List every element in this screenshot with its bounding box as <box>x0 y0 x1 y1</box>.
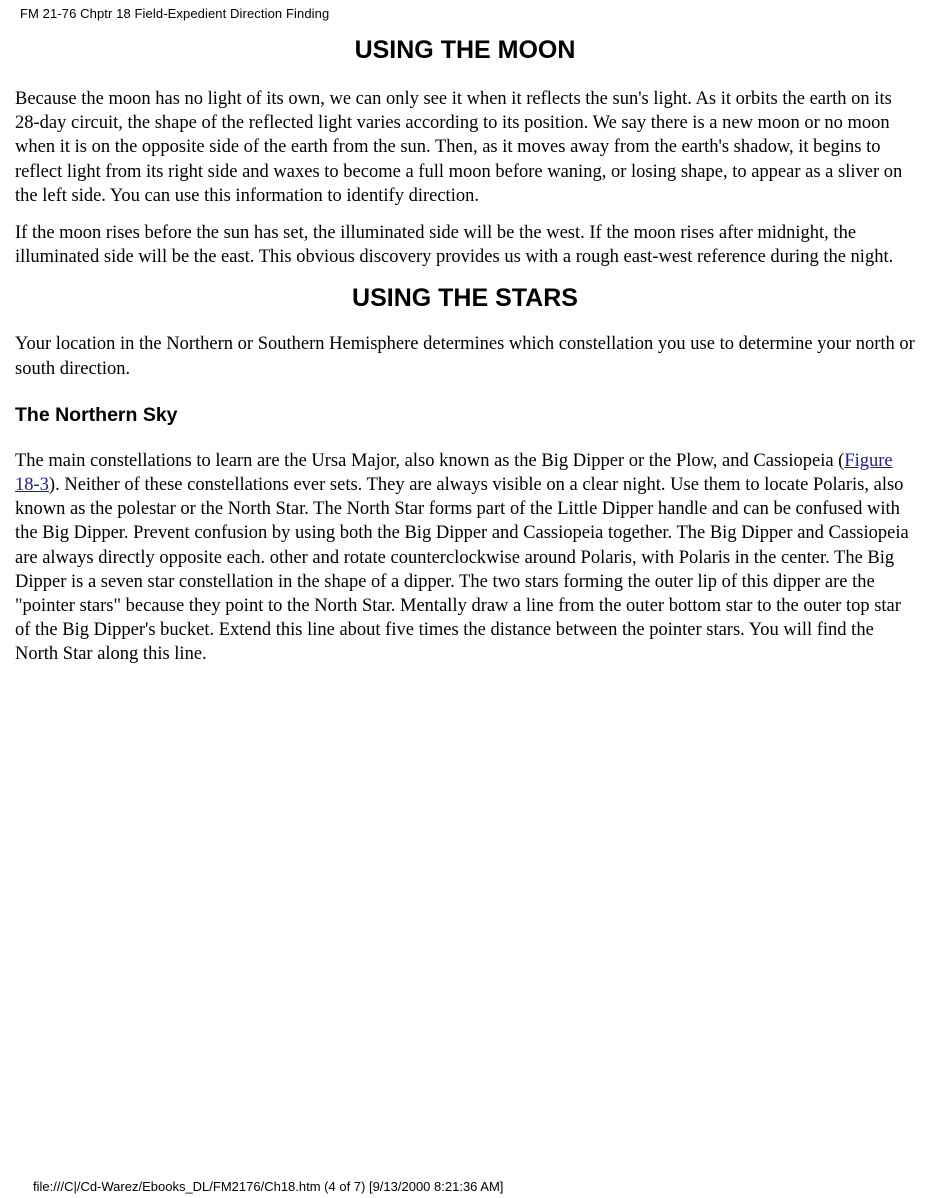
northern-sky-paragraph <box>15 449 915 667</box>
figure-18-3-link[interactable]: Figure 18-3 <box>15 450 893 496</box>
heading-northern-sky: The Northern Sky <box>15 403 178 426</box>
heading-using-the-moon: USING THE MOON <box>354 36 576 64</box>
moon-paragraph-1: Because the moon has no light of its own, we can only see it when it reflects the sun's light. As it orbits the earth on its 28-day circuit, the shape of the reflected light varies according to its position. We say there is a new moon or no moon when it is on the opposite side of the earth from the sun. Then, as it moves away from the earth's shadow, it begins to reflect light from its right side and waxes to become a full moon before waning, or losing shape, to appear as a sliver on the left side. You can use this information to identify direction. <box>15 89 903 206</box>
northern-sky-text-after-link: ). Neither of these constellations ever sets. They are always visible on a clear night. Use them to locate Polaris, also known as the polestar or the North Star. The North Star forms part of the Little Dipper handle and can be confused with the Big Dipper. Prevent confusion by using both the Big Dipper and Cassiopeia together. The Big Dipper and Cassiopeia are always directly opposite each. other and rotate counterclockwise around Polaris, with Polaris in the center. The Big Dipper is a seven star constellation in the shape of a dipper. The two stars forming the outer lip of this dipper are the "pointer stars" because they point to the North Star. Mentally draw a line from the outer bottom star to the outer top star of the Big Dipper's bucket. Extend this line about five times the distance between the pointer stars. You will find the North Star along this line. <box>15 475 909 665</box>
page-footer-url: file:///C|/Cd-Warez/Ebooks_DL/FM2176/Ch18.htm (4 of 7) [9/13/2000 8:21:36 AM] <box>33 1179 504 1194</box>
page-content <box>15 34 915 680</box>
northern-sky-text-before-link: The main constellations to learn are the Ursa Major, also known as the Big Dipper or the Plow, and Cassiopeia ( <box>15 450 845 471</box>
moon-paragraph-2: If the moon rises before the sun has set, the illuminated side will be the west. If the moon rises after midnight, the illuminated side will be the east. This obvious discovery provides us with a rough east-west reference during the night. <box>15 223 894 268</box>
stars-paragraph-1: Your location in the Northern or Southern Hemisphere determines which constellation you use to determine your north or south direction. <box>15 334 915 379</box>
running-header: FM 21-76 Chptr 18 Field-Expedient Direction Finding <box>20 6 330 21</box>
heading-using-the-stars: USING THE STARS <box>352 284 578 313</box>
